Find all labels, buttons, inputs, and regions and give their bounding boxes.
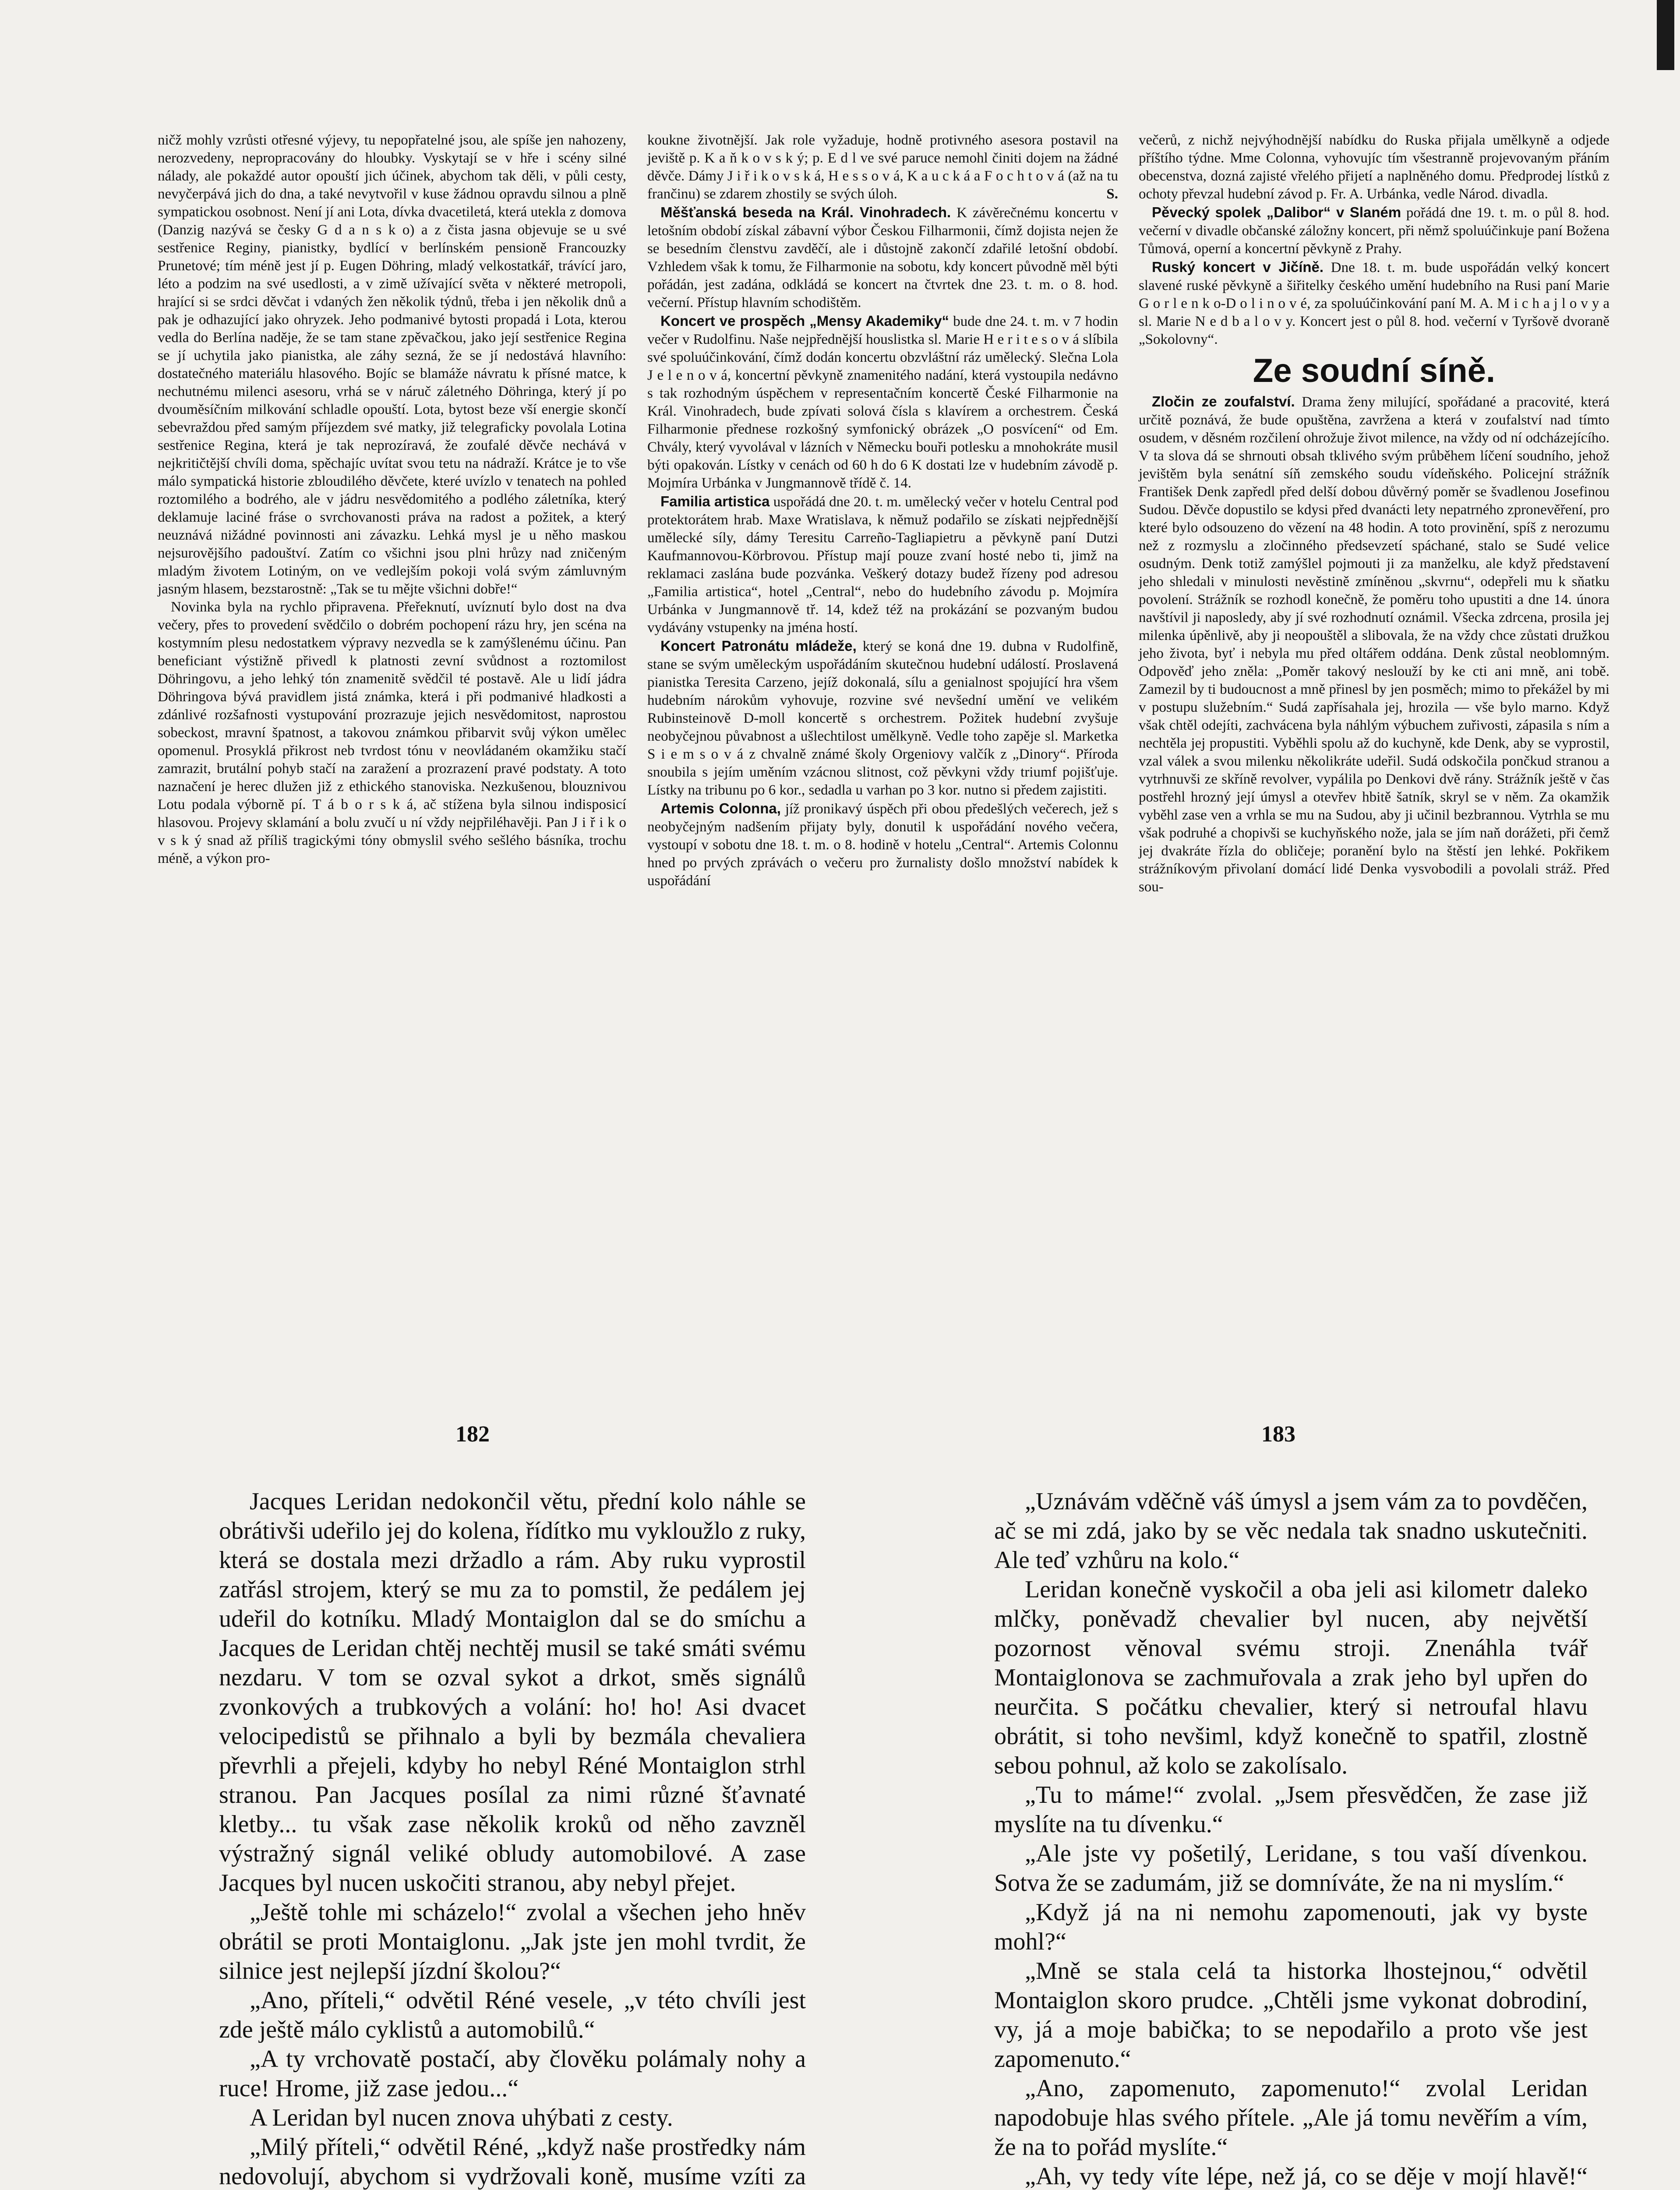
notice-text: pořádá dne 19. t. m. o půl 8. hod. večerní v divadle občanské záložny koncert, při němž spoluúčinkuje paní Božena Tůmová, operní a koncertní pěvkyně z Prahy. — [1139, 205, 1610, 257]
notice-lead: Měšťanská beseda na Král. Vinohradech. — [660, 204, 951, 220]
novel-paragraph: „Ještě tohle mi scházelo!“ zvolal a všechen jeho hněv obrátil se proti Montaiglonu. „Jak jste jen mohl tvrdit, že silnice jest nejlepší jízdní školou?“ — [219, 1899, 806, 1985]
novel-page-right — [994, 1487, 1588, 2190]
novel-paragraph: „Uznávám vděčně váš úmysl a jsem vám za to povděčen, ač se mi zdá, jako by se věc nedala tak snadno uskutečniti. Ale teď vzhůru na kolo.“ — [994, 1488, 1588, 1574]
court-report-lead: Zločin ze zoufalství. — [1152, 393, 1295, 410]
notices-court-column — [1139, 131, 1609, 896]
notice-lead: Koncert ve prospěch „Mensy Akademiky“ — [660, 313, 949, 329]
court-report — [1139, 392, 1609, 896]
notice-item — [1139, 258, 1609, 349]
notice-text: koukne životnější. Jak role vyžaduje, hodně protivného asesora postavil na jeviště p. K a ň k o v s k ý; p. E d l ve své paruce nemohl činiti dojem na žádné děvče. Dámy J i ř i k o v s k á, H e s s o v á, K a u c k á a F o c h t o v á (až na tu frančinu) se zdarem zhostily se svých úloh. — [647, 132, 1118, 202]
notice-lead: Familia artistica — [660, 493, 770, 509]
notice-lead: Pěvecký spolek „Dalibor“ v Slaném — [1152, 204, 1401, 220]
notice-item — [1139, 203, 1609, 258]
court-report-text: Drama ženy milující, spořádané a pracovité, která určitě poznává, že bude opuštěna, zavržena a která v zoufalství nad tímto osudem, v děsném rozčilení ohrožuje život milence, na vždy od ní odcházejícího. V ta slova dá se shrnouti obsah tklivého svým průběhem líčení soudního, jehož jevištěm byla senátní síň zemského soudu vídeňského. Policejní strážník František Denk zapředl před delší dobou důvěrný poměr se švadlenou Josefinou Sudou. Děvče dopustilo se kdysi před dvanácti lety nepatrného zpronevěření, pro které bylo odsouzeno do vězení na 48 hodin. A toto provinění, spíš z nerozumu než z rozmyslu a zločinného předsevzetí spáchané, stalo se Sudé velice osudným. Denk totiž zamýšlel pojmouti ji za manželku, ale když představení jeho shledali v minulosti nevěstině zmíněnou „skvrnu“, odepřeli mu k sňatku povolení. Strážník se rozhodl konečně, že poměru toho upustiti a dne 14. února navštívil ji naposledy, aby jí své rozhodnutí oznámil. Všecka zdrcena, prosila jej milenka úpěnlivě, aby ji neopouštěl a slibovala, že na vždy chce zůstati družkou jeho života, byť i nebyla mu před oltářem oddána. Denk zůstal neoblomným. Odpověď jeho zněla: „Poměr takový neslouží by ke cti ani mně, ani tobě. Zamezil by ti budoucnost a mně přinesl by jen posměch; mimo to překážel by mi v postupu služebním.“ Sudá zapřísahala jej, hrozila — vše bylo marno. Když však chtěl odejíti, zachvácena byla náhlým výbuchem zuřivosti, zápasila s ním a nechtěla jej propustiti. Vyběhli spolu až do kuchyně, kde Denk, aby se vyprostil, vzal válek a svou milenku několikráte udeřil. Sudá odskočila pončkud stranou a vytrhnuvši ze skříně revolver, vypálila po Denkovi dvě rány. Strážník ještě v čas postřehl hrozný její úmysl a otevřev hbitě šatník, skryl se v něm. Za okamžik vyběhl zase ven a vrhla se mu na Sudou, aby ji učinil bezbrannou. Vytrhla se mu však podruhé a chopivši se kuchyňského nože, jala se jím naň dorážeti, při čemž jej dvakráte řízla do obličeje; poranění bylo na štěstí jen lehké. Pokřikem strážníkovým přivolaní domácí lidé Denka vysvobodili a povolali stráž. Před sou- — [1139, 394, 1610, 895]
novel-paragraph: A Leridan byl nucen znova uhýbati z cesty. — [250, 2104, 673, 2131]
novel-page-left — [219, 1487, 806, 2190]
notice-lead: Koncert Patronátu mládeže, — [660, 638, 857, 654]
novel-paragraph: „A ty vrchovatě postačí, aby člověku polámaly nohy a ruce! Hrome, již zase jedou...“ — [219, 2045, 806, 2102]
page-number-left: 182 — [455, 1422, 490, 1447]
review-paragraph: ničž mohly vzrůsti otřesné výjevy, tu nepopřatelné jsou, ale spíše jen nahozeny, nerozvedeny, nepropracovány do hloubky. Vyskytají se v hře i scény silné nálady, ale pokaždé autor opouští jich účinek, abychom tak děli, v půli cesty, nevyčerpává jich do dna, a také nevytvořil v kuse žádnou opravdu silnou a plně sympatickou osobnost. Není jí ani Lota, dívka dvacetiletá, která utekla z domova (Danzig nazývá se česky G d a n s k o) a z čista jasna objevuje se u své sestřenice Reginy, pianistky, bydlící v berlínském pensioně Francouzky Prunetové; tím méně jest jí p. Eugen Döhring, mladý velkostatkář, trávící jaro, léto a podzim na své usedlosti, a v zimě užívající světa v některé metropoli, hrající si se srdci děvčat i vdaných žen několik týdnů, třeba i jen několik dnů a pak je odhazující jako ohryzek. Jeho podmanivé bytosti propadá i Lota, kterou vedla do Berlína naděje, že se tam stane zpěvačkou, jako její sestřenice Regina se jí uchytila jako pianistka, ale záhy sezná, že se jí nedostává hlavního: dostatečného materiálu hlasového. Bojíc se blamáže návratu k přísné matce, k nechutnému milenci asesoru, vrhá se v náruč záletného Döhringa, který jí po dvouměsíčním milkování schladle opouští. Lota, bytost beze vší energie skončí sebevraždou před samým příjezdem své matky, již telegraficky povolala Lotina sestřenice Regina, která je tak neprozíravá, že zoufalé děvče nechává v nejkritičtější chvíli doma, spěchajíc uvítat svou tetu na nádraží. Krátce je to vše málo sympatická historie zbloudilého děvčete, které uvízlo v tenatech na pohled roztomilého a bodrého, ale v jádru nesvědomitého a podlého záletníka, který deklamuje laciné fráse o svrchovanosti práva na radost a požitek, a který neuznává nižádné povinnosti ani závazku. Lehká mysl je u něho maskou nejsurovějšího padouštví. Zatím co všichni jsou plni hrůzy nad zničeným mladým životem Lotiným, on ve vedlejším pokoji volá svým zámluvným jasným hlasem, bezstarostně: „Tak se tu mějte všichni dobře!“ — [158, 132, 626, 597]
novel-paragraph: „Tu to máme!“ zvolal. „Jsem přesvědčen, že zase již myslíte na tu dívenku.“ — [994, 1781, 1588, 1838]
notice-text: večerů, z nichž nejvýhodnější nabídku do Ruska přijala umělkyně a odjede příštího týdne. Mme Colonna, vyhovujíc tím všestranně projevovaným přáním obecenstva, dozná zajisté vřelého přijetí a naplněného domu. Předprodej lístků z ochoty převzal hudební závod p. Fr. A. Urbánka, vedle Národ. divadla. — [1139, 132, 1609, 202]
novel-paragraph: „Ah, vy tedy víte lépe, než já, co se děje v mojí hlavě!“ — [1025, 2163, 1588, 2190]
notice-item — [647, 637, 1118, 799]
notice-item — [647, 312, 1118, 492]
novel-paragraph: „Milý příteli,“ odvětil Réné, „když naše prostředky nám nedovolují, abychom si vydržovali koně, musíme vzíti za — [219, 2133, 806, 2190]
notice-text: bude dne 24. t. m. v 7 hodin večer v Rudolfinu. Naše nejpřednější houslistka sl. Marie H e r i t e s o v á slíbila své spoluúčinkování, čímž dodán koncertu obzvláštní ráz umělecký. Slečna Lola J e l e n o v á, koncertní pěvkyně znamenitého nadání, která vystoupila nedávno s tak rozhodným úspěchem v representačním koncertě České Filharmonie na Král. Vinohradech, bude zpívati solová čísla s klavírem a orchestrem. Česká Filharmonie přednese rozkošný symfonický obrázek „O posvícení“ od Em. Chvály, který vyvolával v lázních v Německu bouři potlesku a mnohokráte musil býti opakován. Lístky v cenách od 60 h do 6 K dostati lze v hudebním závodě p. Mojmíra Urbánka v Jungmannově třídě č. 14. — [647, 314, 1119, 491]
review-column — [158, 131, 626, 868]
novel-paragraph: Leridan konečně vyskočil a oba jeli asi kilometr daleko mlčky, poněvadž chevalier byl nucen, aby největší pozornost věnoval svému stroji. Znenáhla tvář Montaiglonova se zachmuřovala a zrak jeho byl upřen do neurčita. S počátku chevalier, který si netroufal hlavu obrátit, si toho nevšiml, když konečně to spatřil, zlostně sebou pohnul, až kolo se zakolísalo. — [994, 1576, 1588, 1779]
notice-item — [1139, 131, 1609, 203]
novel-paragraph: „Ale jste vy pošetilý, Leridane, s tou vaší dívenkou. Sotva že se zadumám, již se domníváte, že na ni myslím.“ — [994, 1840, 1588, 1897]
novel-paragraph: „Mně se stala celá ta historka lhostejnou,“ odvětil Montaiglon skoro prudce. „Chtěli jsme vykonat dobrodiní, vy, já a moje babička; to se nepodařilo a proto vše jest zapomenuto.“ — [994, 1957, 1588, 2073]
notice-text: jíž pronikavý úspěch při obou předešlých večerech, jež s neobyčejným nadšením přijaty byly, donutil k uspořádání nového večera, vystoupí v sobotu dne 18. t. m. o 8. hodině v hotelu „Central“. Artemis Colonnu hned po prvých zprávách o večeru pro žurnalisty došlo množství nabídek k uspořádání — [647, 801, 1119, 889]
court-section-headline: Ze soudní síně. — [1253, 352, 1496, 389]
notice-text: který se koná dne 19. dubna v Rudolfině, stane se svým uměleckým uspořádáním skutečnou hudební událostí. Proslavená pianistka Teresita Carzeno, jejíž dokonalá, sílu a genialnost spojující hra všem hudebním nárokům vyhovuje, rozvine své nevšední umění ve velikém Rubinsteinově D-moll koncertě s orchestrem. Požitek hudební zvyšuje neobyčejnou půvabnost a ušlechtilost umělkyně. Vedle toho zapěje sl. Marketka S i e m s o v á z chvalně známé školy Orgeniovy valčík z „Dinory“. Příroda snoubila s jejím uměním vzácnou slitnost, což pěvkyni vždy triumf pojišťuje. Lístky na tribunu po 6 kor., sedadla u varhan po 3 kor. nutno si předem zajistiti. — [647, 639, 1119, 798]
notice-lead: Artemis Colonna, — [660, 800, 781, 816]
notice-item — [647, 131, 1118, 203]
novel-paragraph: „Ano, příteli,“ odvětil Réné vesele, „v této chvíli jest zde ještě málo cyklistů a automobilů.“ — [219, 1987, 806, 2043]
novel-paragraph: „Ano, zapomenuto, zapomenuto!“ zvolal Leridan napodobuje hlas svého přítele. „Ale já tomu nevěřím a vím, že na to pořád myslíte.“ — [994, 2075, 1588, 2161]
notice-item — [647, 203, 1118, 312]
notice-text: Dne 18. t. m. bude uspořádán velký koncert slavené ruské pěvkyně a šiřitelky českého umění hudebního na Rusi paní Marie G o r l e n k o-D o l i n o v é, za spoluúčinkování paní M. A. M i c h a j l o v y a sl. Marie N e d b a l o v y. Koncert jest o půl 8. hod. večerní v Tyršově dvoraně „Sokolovny“. — [1139, 260, 1609, 347]
notice-item — [647, 492, 1118, 637]
notice-item — [647, 799, 1118, 890]
page-number-right: 183 — [1261, 1422, 1295, 1447]
novel-paragraph: „Když já na ni nemohu zapomenouti, jak vy byste mohl?“ — [994, 1899, 1588, 1955]
notice-text: K závěrečnému koncertu v letošním období získal zábavní výbor Českou Filharmonii, čímž dojista nejen že se besedním členstvu zavděčí, ale i důstojně zakončí zdařilé letošní období. Vzhledem však k tomu, že Filharmonie na sobotu, kdy koncert původně měl býti pořádán, jest zadána, odkládá se koncert na čtvrtek dne 23. t. m. o 8. hod. večerní. Přístup hlavním schodištěm. — [647, 205, 1118, 311]
review-paragraph: Novinka byla na rychlo připravena. Přeřeknutí, uvíznutí bylo dost na dva večery, přes to provedení svědčilo o dobrém pochopení rázu hry, jen scéna na kostymním plesu nedostatkem výpravy nezvedla se k zamýšlenému účinu. Pan beneficiant výstižně přivedl k platnosti zevní svůdnost a roztomilost Döhringovu, a jeho lehký tón znamenitě svědčil té postavě. Ale u lidí jádra Döhringova bývá pravidlem jistá známka, která i při podmanivé hladkosti a zdánlivé rozšafnosti vystupování prozrazuje jejich nesvědomitost, naprostou sobeckost, mravní špatnost, a takovou známkou přibarvit svůj výkon umělec opomenul. Prosyklá přikrost neb tvrdost tónu v neovládaném okamžiku stačí zamrazit, brutální pohyb stačí na zaražení a prozrazení pravé podstaty. A toto naznačení je herec dlužen již z ethického stanoviska. Nezkušenou, blouznivou Lotu podala výborně pí. T á b o r s k á, ač stížena byla silnou indisposicí hlasovou. Projevy sklamání a bolu zvučí u ní vždy nejpřiléhavěji. Pan J i ř i k o v s k ý snad až příliš tragickými tóny obmyslil svého sešlého básníka, trochu méně, a výkon pro- — [158, 599, 626, 866]
notice-text: uspořádá dne 20. t. m. umělecký večer v hotelu Central pod protektorátem hrab. Maxe Wratislava, k němuž podařilo se získati nejpřednější umělecké síly, dámy Teresitu Carreño-Tagliapietru a pěvkyně paní Dutzi Kaufmannovou-Körbrovou. Přístup mají pouze zvaní hosté nebo ti, jimž na reklamaci zaslána bude pozvánka. Veškerý dotazy budež řízeny pod adresou „Familia artistica“, hotel „Central“, nebo do hudebního závodu p. Mojmíra Urbánka v Jungmannově tř. 14, kdež též na prokázání se pozvaným budou vydávány vstupenky na jména hostí. — [647, 494, 1119, 636]
notice-signature: S. — [1106, 186, 1118, 202]
notices-column — [647, 131, 1118, 890]
notice-lead: Ruský koncert v Jičíně. — [1152, 259, 1324, 275]
novel-paragraph: Jacques Leridan nedokončil větu, přední kolo náhle se obrátivši udeřilo jej do kolena, řídítko mu vykloužlo z ruky, která se dostala mezi držadlo a rám. Aby ruku vyprostil zatřásl strojem, který se mu za to pomstil, že pedálem jej udeřil do kotníku. Mladý Montaiglon dal se do smíchu a Jacques de Leridan chtěj nechtěj musil se také smáti svému nezdaru. V tom se ozval sykot a drkot, směs signálů zvonkových a trubkových a volání: ho! ho! Asi dvacet velocipedistů se přihnalo a byli by bezmála chevaliera převrhli a přejeli, kdyby ho nebyl Réné Montaiglon strhl stranou. Pan Jacques posílal za nimi různé šťavnaté kletby... tu však zase několik kroků od něho zavzněl výstražný signál veliké obludy automobilové. A zase Jacques byl nucen uskočiti stranou, aby nebyl přejet. — [219, 1488, 806, 1897]
scan-edge-mark — [1657, 0, 1674, 70]
